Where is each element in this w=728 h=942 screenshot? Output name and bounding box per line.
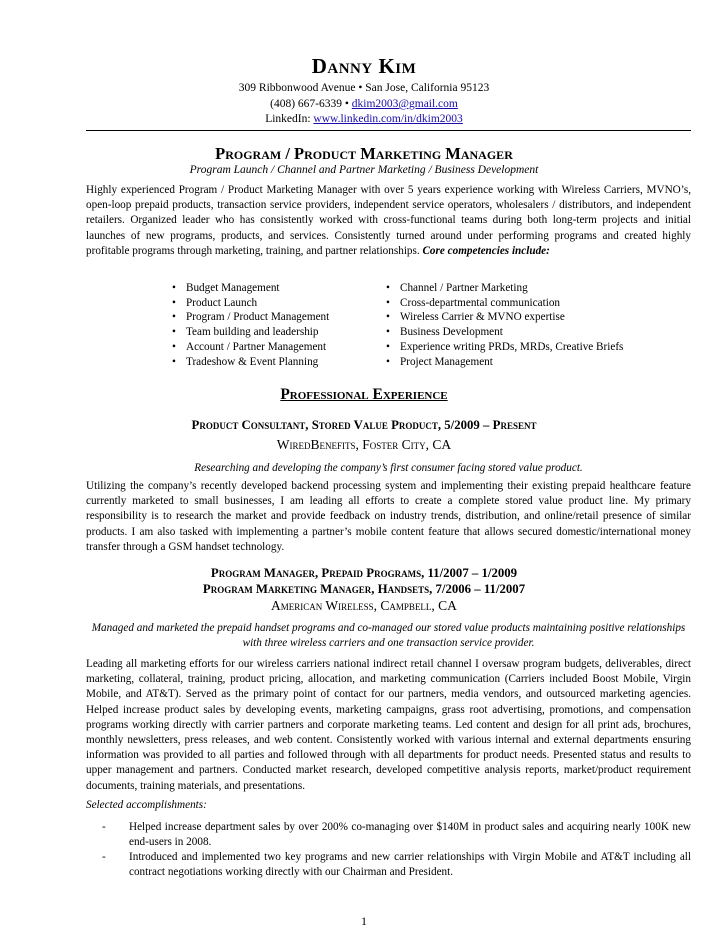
address-line: 309 Ribbonwood Avenue • San Jose, California 95123 xyxy=(238,82,490,94)
job2-summary: Managed and marketed the prepaid handset programs and co-managed our stored value products maintaining positive relationships with three wireless carriers and one transaction service provider. xyxy=(91,622,686,649)
phone-email-line xyxy=(0,96,728,112)
list-item: • Team building and leadership xyxy=(172,325,329,340)
phone-number: (408) 667-6339 • xyxy=(270,98,352,110)
linkedin-label: LinkedIn: xyxy=(265,113,314,125)
competencies-left-list xyxy=(172,281,329,369)
list-item: • Budget Management xyxy=(172,281,329,296)
page-number: 1 xyxy=(361,914,367,928)
job1-company: WiredBenefits, Foster City, CA xyxy=(276,437,452,452)
summary-text: Highly experienced Program / Product Marketing Manager with over 5 years experience working with Wireless Carriers, MVNO’s, open-loop prepaid products, transaction service providers, independent service operators, wholesalers / distributors, and independent retailers. Organized leader who has consistently worked with cross-functional teams during both long-term projects and initial launches of new programs, products, and services. Consistently turned around under performing programs and created highly profitable programs through marketing, training, and partner relationships. xyxy=(86,184,691,257)
linkedin-link[interactable]: www.linkedin.com/in/dkim2003 xyxy=(313,113,463,125)
candidate-name: Danny Kim xyxy=(311,54,417,78)
accomplishment-item: - Introduced and implemented two key programs and new carrier relationships with Virgin Mobile and AT&T including all contract negotiations working directly with our Chairman and President. xyxy=(102,851,691,878)
list-item: • Experience writing PRDs, MRDs, Creative Briefs xyxy=(386,340,623,355)
list-item: • Wireless Carrier & MVNO expertise xyxy=(386,310,623,325)
accomplishments-label: Selected accomplishments: xyxy=(86,799,207,811)
accomplishment-text: Helped increase department sales by over 200% co-managing over $140M in product sales and acquiring nearly 100K new end-users in 2008. xyxy=(129,821,691,848)
accomplishment-item: - Helped increase department sales by over 200% co-managing over $140M in product sales and acquiring nearly 100K new end-users in 2008. xyxy=(102,821,691,848)
competencies-label: Core competencies include: xyxy=(422,244,550,257)
list-item: • Channel / Partner Marketing xyxy=(386,281,623,296)
job1-summary: Researching and developing the company’s first consumer facing stored value product. xyxy=(194,462,583,474)
list-item: • Business Development xyxy=(386,325,623,340)
job2-title-2: Program Marketing Manager, Handsets, 7/2006 – 11/2007 xyxy=(202,582,526,596)
headline-subtitle: Program Launch / Channel and Partner Marketing / Business Development xyxy=(189,164,539,176)
job1-description: Utilizing the company’s recently developed backend processing system and implementing their existing prepaid healthcare feature currently marketed to small businesses, I am leading all efforts to create a complete stored value product line. My primary responsibility is to research the market and provide feedback on industry trends, distribution, and online/retail presence of similar products. I am also tasked with implementing a partner’s mobile content feature that allows secured domestic/international money transfer through a GSM handset technology. xyxy=(86,480,691,553)
list-item: • Program / Product Management xyxy=(172,310,329,325)
list-item: • Tradeshow & Event Planning xyxy=(172,355,329,370)
list-item: • Project Management xyxy=(386,355,623,370)
competencies-right-list xyxy=(386,281,623,369)
linkedin-line xyxy=(0,111,728,127)
experience-section-title: Professional Experience xyxy=(280,386,448,403)
list-item: • Product Launch xyxy=(172,296,329,311)
job2-company: American Wireless, Campbell, CA xyxy=(271,598,457,613)
summary-paragraph xyxy=(86,183,691,259)
job2-description: Leading all marketing efforts for our wireless carriers national indirect retail channel I oversaw program budgets, deliverables, direct marketing, collateral, training, product pricing, allocation, and marketing communication (Carriers included Boost Mobile, Virgin Mobile, and AT&T). Served as the primary point of contact for our partners, media vendors, and outsourced marketing agencies. Helped increase product sales by developing events, marketing campaigns, grass root advertising, promotions, and compensation programs working directly with carrier partners and corporate marketing teams. Led content and design for all print ads, brochures, monthly newsletters, press releases, and web content. Consistently worked with various internal and external departments ensuring information was provided to all parties and followed through with all departments for product needs. Presented status and results to upper management and partners. Conducted market research, developed competitive analysis reports, market/product requirement documents, training materials, and presentations. xyxy=(86,658,691,792)
list-item: • Account / Partner Management xyxy=(172,340,329,355)
job1-title: Product Consultant, Stored Value Product, 5/2009 – Present xyxy=(191,418,537,432)
email-link[interactable]: dkim2003@gmail.com xyxy=(351,98,458,110)
job2-title-1: Program Manager, Prepaid Programs, 11/2007 – 1/2009 xyxy=(210,566,518,580)
header-divider xyxy=(86,130,691,131)
headline-title: Program / Product Marketing Manager xyxy=(215,144,513,163)
accomplishment-text: Introduced and implemented two key programs and new carrier relationships with Virgin Mobile and AT&T including all contract negotiations working directly with our Chairman and President. xyxy=(129,851,691,878)
list-item: • Cross-departmental communication xyxy=(386,296,623,311)
